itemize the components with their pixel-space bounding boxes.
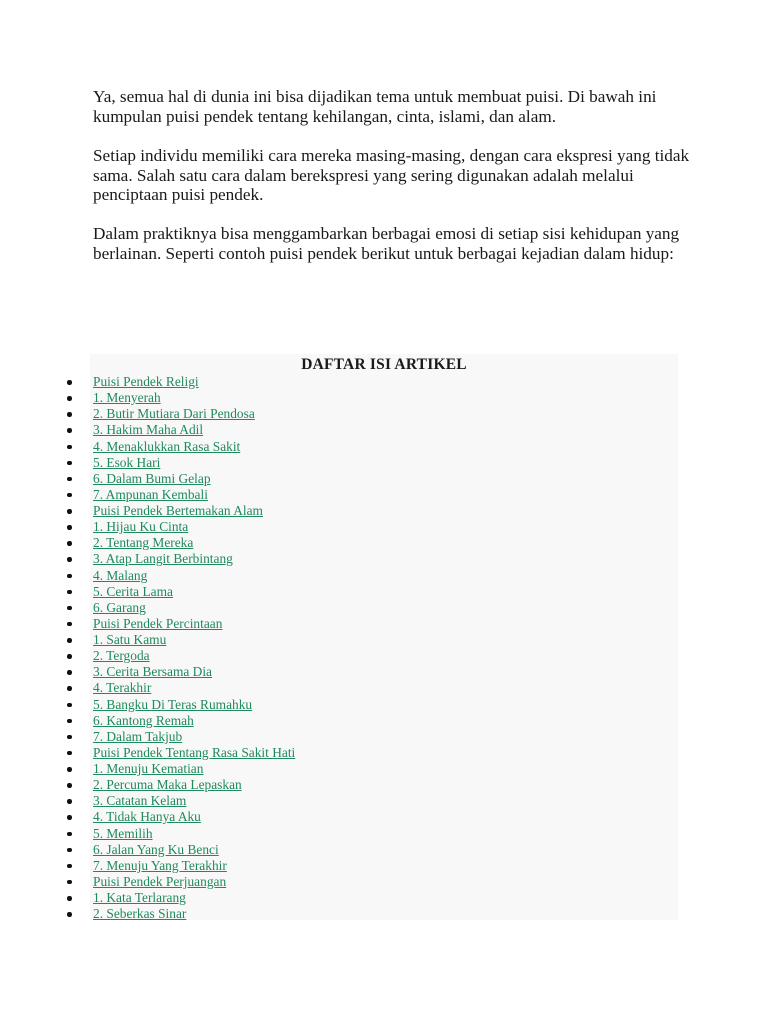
toc-link[interactable]: 7. Menuju Yang Terakhir xyxy=(93,857,227,873)
bullet-icon xyxy=(67,590,72,595)
toc-link[interactable]: 3. Hakim Maha Adil xyxy=(93,422,204,438)
toc-link[interactable]: 5. Cerita Lama xyxy=(93,583,173,599)
bullet-icon xyxy=(67,380,72,385)
bullet-icon xyxy=(67,557,72,562)
bullet-icon xyxy=(67,703,72,708)
toc-link[interactable]: 6. Dalam Bumi Gelap xyxy=(93,470,211,486)
toc-link[interactable]: 1. Satu Kamu xyxy=(93,632,167,647)
bullet-icon xyxy=(67,525,72,530)
bullet-icon xyxy=(67,509,72,514)
bullet-icon xyxy=(67,396,72,401)
bullet-icon xyxy=(67,719,72,724)
bullet-icon xyxy=(67,832,72,837)
bullet-icon xyxy=(67,896,72,901)
toc-link[interactable]: Puisi Pendek Tentang Rasa Sakit Hati xyxy=(93,744,296,760)
toc-link[interactable]: 6. Kantong Remah xyxy=(93,712,194,728)
bullet-icon xyxy=(67,686,72,691)
bullet-icon xyxy=(67,670,72,675)
bullet-icon xyxy=(67,735,72,740)
toc-link[interactable]: Puisi Pendek Perjuangan xyxy=(93,873,227,889)
bullet-icon xyxy=(67,574,72,579)
intro-paragraph-2: Setiap individu memiliki cara mereka masing-masing, dengan cara ekspresi yang tidak sama. Salah satu cara dalam berekspresi yang sering digunakan adalah melalui penciptaan puisi pendek. xyxy=(93,146,690,204)
toc-link[interactable]: 3. Cerita Bersama Dia xyxy=(93,664,212,680)
toc-link[interactable]: 1. Menyerah xyxy=(93,390,161,406)
bullet-icon xyxy=(67,767,72,772)
bullet-icon xyxy=(67,799,72,804)
toc-link[interactable]: Puisi Pendek Bertemakan Alam xyxy=(93,503,263,518)
bullet-icon xyxy=(67,461,72,466)
toc-link[interactable]: 4. Malang xyxy=(93,567,148,583)
toc-link[interactable]: 5. Esok Hari xyxy=(93,454,161,470)
toc-link[interactable]: 1. Hijau Ku Cinta xyxy=(93,519,189,535)
bullet-icon xyxy=(67,445,72,450)
intro-paragraph-1: Ya, semua hal di dunia ini bisa dijadikan tema untuk membuat puisi. Di bawah ini kumpulan puisi pendek tentang kehilangan, cinta, islami, dan alam. xyxy=(93,87,657,126)
toc-link[interactable]: 3. Catatan Kelam xyxy=(93,793,187,809)
bullet-icon xyxy=(67,638,72,643)
toc-link[interactable]: 5. Bangku Di Teras Rumahku xyxy=(93,696,253,712)
intro-paragraph-3: Dalam praktiknya bisa menggambarkan berbagai emosi di setiap sisi kehidupan yang berlainan. Seperti contoh puisi pendek berikut untuk berbagai kejadian dalam hidup: xyxy=(93,224,680,263)
toc-link[interactable]: 2. Tentang Mereka xyxy=(93,535,194,551)
toc-link[interactable]: 6. Jalan Yang Ku Benci xyxy=(93,841,219,857)
bullet-icon xyxy=(67,751,72,756)
bullet-icon xyxy=(67,477,72,482)
toc-link[interactable]: 6. Garang xyxy=(93,599,146,615)
bullet-icon xyxy=(67,493,72,498)
bullet-icon xyxy=(67,864,72,869)
toc-link[interactable]: 2. Tergoda xyxy=(93,648,150,664)
toc-link[interactable]: 1. Kata Terlarang xyxy=(93,890,186,905)
toc-link[interactable]: 2. Percuma Maka Lepaskan xyxy=(93,777,242,793)
toc-link[interactable]: Puisi Pendek Percintaan xyxy=(93,615,223,631)
toc-title: DAFTAR ISI ARTIKEL xyxy=(301,356,467,373)
toc-link[interactable]: 4. Terakhir xyxy=(93,680,152,696)
bullet-icon xyxy=(67,783,72,788)
toc-link[interactable]: 7. Dalam Takjub xyxy=(93,728,183,744)
bullet-icon xyxy=(67,912,72,917)
bullet-icon xyxy=(67,541,72,546)
bullet-icon xyxy=(67,815,72,820)
bullet-icon xyxy=(67,428,72,433)
toc-link[interactable]: 4. Menaklukkan Rasa Sakit xyxy=(93,438,241,454)
toc-link[interactable]: 4. Tidak Hanya Aku xyxy=(93,809,201,825)
toc-link[interactable]: Puisi Pendek Religi xyxy=(93,374,199,389)
bullet-icon xyxy=(67,622,72,627)
bullet-icon xyxy=(67,654,72,659)
toc-link[interactable]: 5. Memilih xyxy=(93,825,153,841)
toc-link[interactable]: 1. Menuju Kematian xyxy=(93,761,204,776)
toc-link[interactable]: 7. Ampunan Kembali xyxy=(93,486,208,502)
bullet-icon xyxy=(67,848,72,853)
toc-link[interactable]: 2. Seberkas Sinar xyxy=(93,906,187,922)
bullet-icon xyxy=(67,412,72,417)
toc-link[interactable]: 3. Atap Langit Berbintang xyxy=(93,551,233,567)
toc-link[interactable]: 2. Butir Mutiara Dari Pendosa xyxy=(93,406,255,422)
bullet-icon xyxy=(67,606,72,611)
bullet-icon xyxy=(67,880,72,885)
